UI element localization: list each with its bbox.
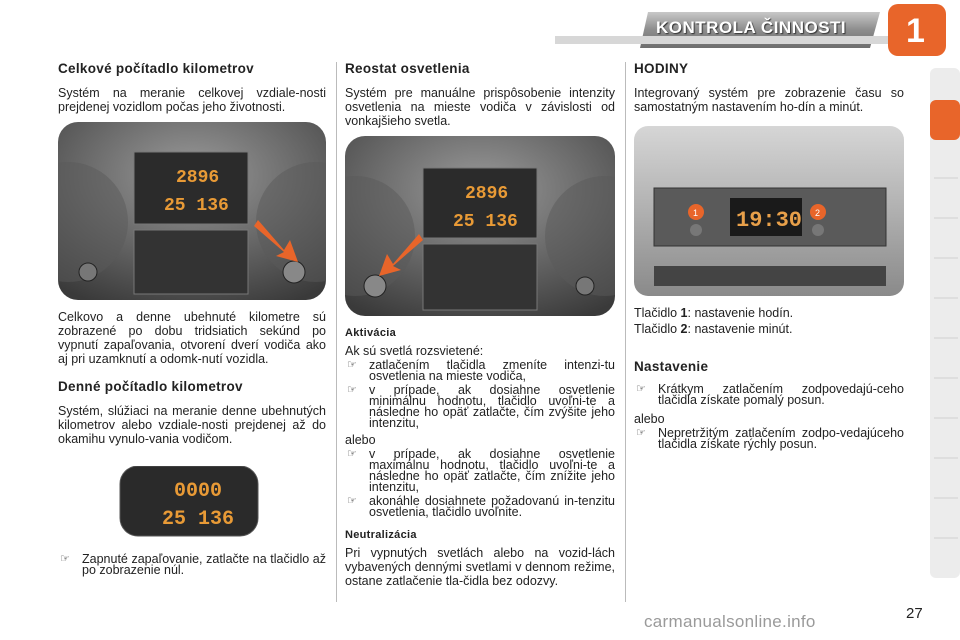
subheading-neutralization: Neutralizácia <box>345 529 417 541</box>
page-header <box>0 0 960 60</box>
hand-pointer-icon: ☞ <box>636 383 646 395</box>
or-text: alebo <box>634 412 665 426</box>
paragraph-dimmer: Systém pre manuálne prispôsobenie intenzity osvetlenia na mieste vodiča v závislosti od vonkajšieho svetla. <box>345 86 615 128</box>
svg-text:1: 1 <box>693 208 699 218</box>
paragraph-trip-odometer: Systém, slúžiaci na meranie denne ubehnutých kilometrov alebo vzdiale-nosti prejdenej až do okamihu vynulo-vania vodičom. <box>58 404 326 446</box>
clock-display: 19:30 <box>736 208 803 233</box>
column-divider <box>625 62 626 602</box>
active-chapter-tab[interactable] <box>930 100 960 140</box>
paragraph-display-duration: Celkovo a denne ubehnuté kilometre sú zobrazené po dobu tridsiatich sekúnd po vypnutí zapaľovania, otvorení dverí vodiča ako aj pri uzamknutí a odomk-nutí vozidla. <box>58 310 326 366</box>
column-clock <box>634 62 904 454</box>
display-line-1: 2896 <box>176 168 220 188</box>
list-item: ☞ akonáhle dosiahnete požadovanú in-tenzitu osvetlenia, tlačidlo uvoľnite. <box>347 494 615 519</box>
display-line-2: 25 136 <box>164 196 229 216</box>
svg-text:2: 2 <box>815 208 821 218</box>
hand-pointer-icon: ☞ <box>636 427 646 439</box>
setting-list-2 <box>634 428 904 450</box>
instrument-panel-photo <box>58 122 326 300</box>
list-item: ☞ Krátkym zatlačením zodpovedajú-ceho tlačidla získate pomalý posun. <box>636 382 904 407</box>
intro-lights-on: Ak sú svetlá rozsvietené: <box>345 344 484 358</box>
side-tab-bar <box>926 68 960 578</box>
watermark-text: carmanualsonline.info <box>644 612 816 631</box>
or-text: alebo <box>345 433 376 447</box>
setting-list <box>634 384 904 406</box>
activation-list-2 <box>345 449 615 518</box>
activation-list <box>345 360 615 429</box>
clock-panel-photo <box>634 126 904 296</box>
subheading-activation: Aktivácia <box>345 327 397 339</box>
trip-display-photo <box>58 466 326 544</box>
heading-total-odometer: Celkové počítadlo kilometrov <box>58 61 254 76</box>
display-line-2: 25 136 <box>453 212 518 232</box>
hand-pointer-icon: ☞ <box>347 448 357 460</box>
section-title: KONTROLA ČINNOSTI <box>656 18 847 37</box>
chapter-number: 1 <box>906 12 925 50</box>
heading-dimmer: Reostat osvetlenia <box>345 61 470 76</box>
dimmer-panel-photo <box>345 136 615 316</box>
heading-trip-odometer: Denné počítadlo kilometrov <box>58 379 243 394</box>
dimmer-button[interactable] <box>364 275 386 297</box>
button-1-description: Tlačidlo 1: nastavenie hodín. <box>634 306 794 320</box>
trip-display-line-2: 25 136 <box>162 508 235 531</box>
column-divider <box>336 62 337 602</box>
hand-pointer-icon: ☞ <box>347 359 357 371</box>
odometer-button[interactable] <box>283 261 305 283</box>
paragraph-total-odometer: Systém na meranie celkovej vzdiale-nosti prejdenej vozidlom počas jeho životnosti. <box>58 86 326 114</box>
hand-pointer-icon: ☞ <box>347 495 357 507</box>
display-line-1: 2896 <box>465 184 509 204</box>
hand-pointer-icon: ☞ <box>60 553 70 565</box>
hand-pointer-icon: ☞ <box>347 384 357 396</box>
paragraph-neutralization: Pri vypnutých svetlách alebo na vozid-lách vybavených dennými svetlami v dennom režime, ostane zatlačenie tla-čidla bez odozvy. <box>345 546 615 588</box>
list-item: ☞ Nepretržitým zatlačením zodpo-vedajúceho tlačidla získate rýchly posun. <box>636 426 904 451</box>
page-number: 27 <box>906 605 923 622</box>
list-item: ☞ zatlačením tlačidla zmeníte intenzi-tu osvetlenia na mieste vodiča, <box>347 358 615 383</box>
column-dimmer <box>345 62 615 596</box>
list-item: ☞ Zapnuté zapaľovanie, zatlačte na tlačidlo až po zobrazenie núl. <box>60 552 326 577</box>
button-2-description: Tlačidlo 2: nastavenie minút. <box>634 322 793 336</box>
paragraph-clock: Integrovaný systém pre zobrazenie času so samostatným nastavením ho-dín a minút. <box>634 86 904 114</box>
trip-display-line-1: 0000 <box>174 480 223 503</box>
list-item: ☞ v prípade, ak dosiahne osvetlenie maximálnu hodnotu, tlačidlo uvoľni-te a následne ho opäť zatlačte, čím znížite jeho intenzitu, <box>347 447 615 494</box>
reset-instructions <box>58 554 326 576</box>
heading-clock: HODINY <box>634 61 689 76</box>
column-odometer <box>58 62 326 580</box>
list-item: ☞ v prípade, ak dosiahne osvetlenie minimálnu hodnotu, tlačidlo uvoľni-te a následne ho opäť zatlačte, čím zvýšite jeho intenzitu, <box>347 383 615 430</box>
heading-setting: Nastavenie <box>634 359 709 374</box>
